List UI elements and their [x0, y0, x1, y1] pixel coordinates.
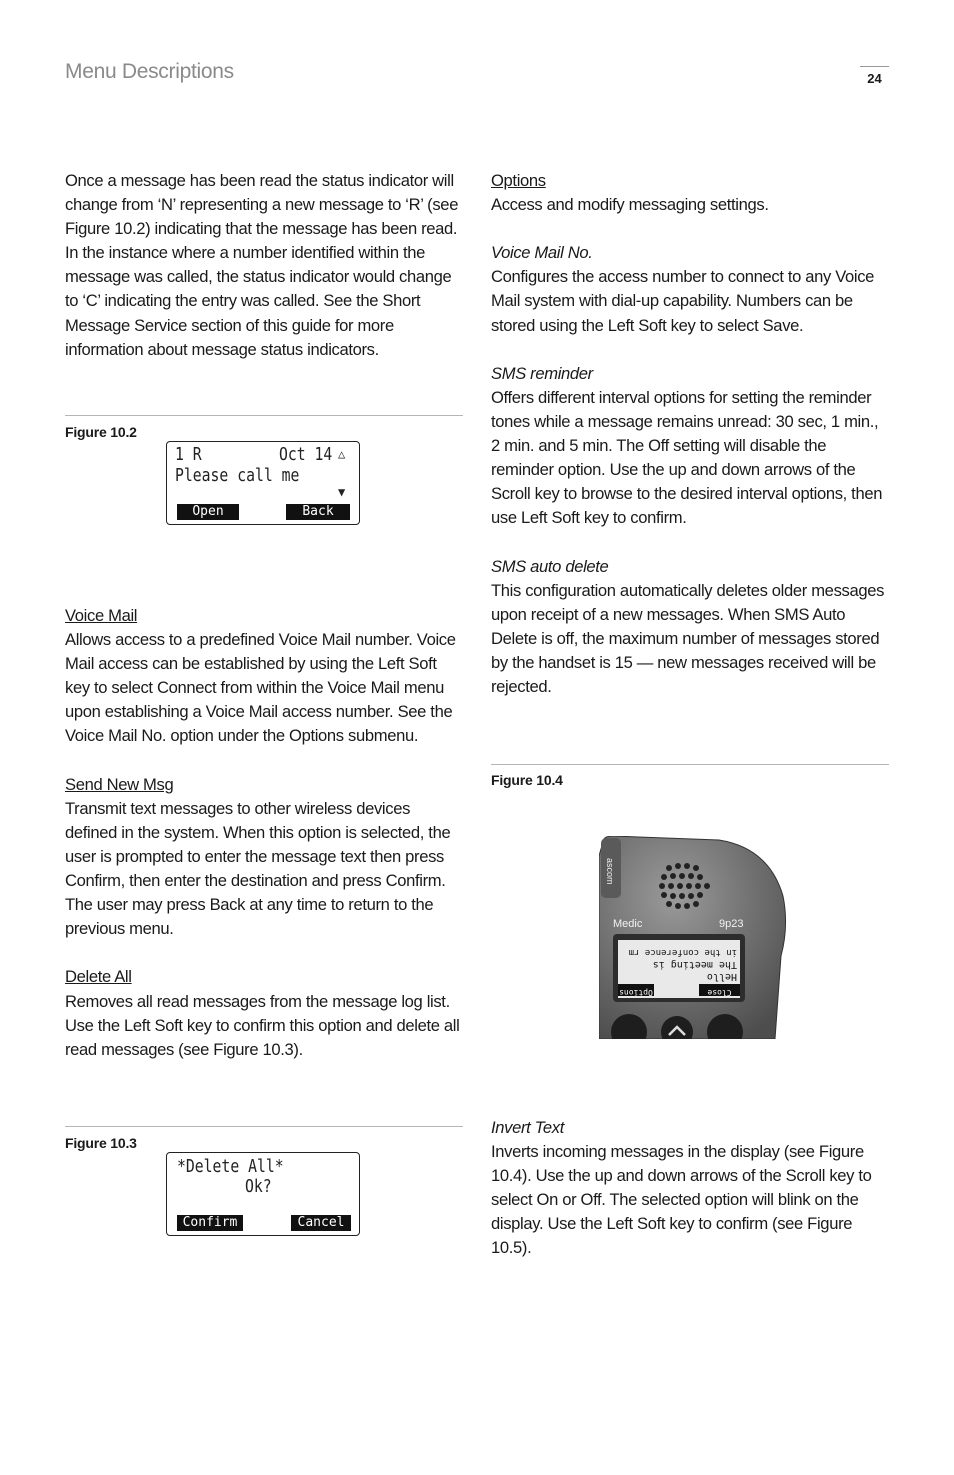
figure-10-2-label: Figure 10.2	[65, 424, 137, 440]
phone-screen-line3: in the conference rm	[628, 947, 737, 957]
inverted-screen	[618, 940, 740, 998]
options-heading: Options	[491, 171, 546, 190]
figure-10-2-display	[166, 441, 360, 525]
softkey-cancel: Cancel	[291, 1215, 351, 1231]
options-body: Access and modify messaging settings.	[491, 195, 769, 215]
scroll-up-icon: △	[338, 447, 346, 461]
phone-screen-line2: The meeting is	[652, 959, 737, 970]
figure-10-3-display	[166, 1152, 360, 1236]
phone-brand: ascom	[605, 858, 615, 885]
delete-all-body: Removes all read messages from the message log list. Use the Left Soft key to confirm this option and delete all read messages (see Figure 10.3).	[65, 991, 460, 1059]
intro-section	[65, 169, 465, 362]
delete-all-heading: Delete All	[65, 967, 132, 987]
voice-mail-no-body: Configures the access number to connect to any Voice Mail system with dial-up capability. Numbers can be stored using the Left Soft key to select Save.	[491, 267, 875, 335]
phone-softkey-close: Close	[707, 988, 732, 997]
voice-mail-heading: Voice Mail	[65, 606, 138, 625]
voice-mail-no-heading: Voice Mail No.	[491, 243, 593, 263]
sms-auto-delete-heading: SMS auto delete	[491, 556, 609, 576]
figure-10-2-rule	[65, 415, 463, 416]
figure-10-4-rule	[491, 764, 889, 765]
lcd-date: Oct 14	[279, 444, 333, 465]
send-new-msg-body: Transmit text messages to other wireless devices defined in the system. When this option is selected, the user is prompted to enter the message text then press Confirm, then enter the destination and press Confirm. The user may press Back at any time to return to the previous menu.	[65, 798, 451, 939]
lcd-status: 1 R	[175, 444, 202, 465]
page-number-rule	[860, 66, 889, 67]
sms-reminder-body: Offers different interval options for setting the reminder tones while a message remains unread: 30 sec, 1 min., 2 min. and 5 min. The Off setting will disable the reminder option. Use the up and down arrows of the Scroll key to browse to the desired interval options, then use Left Soft key to confirm.	[491, 387, 883, 528]
scroll-down-icon: ▼	[338, 485, 346, 499]
page-number: 24	[867, 71, 882, 86]
phone-model-left: Medic	[613, 918, 643, 930]
phone-illustration	[599, 836, 789, 1039]
intro-paragraph: Once a message has been read the status indicator will change from ‘N’ representing a new message to ‘R’ (see Figure 10.2) indicating that the message has been read. In the instance where a number identified within the message was called, the status indicator would change to ‘C’ indicating the entry was called. See the Short Message Service section of this guide for more information about message status indicators.	[65, 171, 459, 359]
figure-10-3-label: Figure 10.3	[65, 1135, 137, 1151]
invert-text-heading: Invert Text	[491, 1118, 565, 1137]
sms-reminder-heading: SMS reminder	[491, 363, 593, 383]
sms-auto-delete-body: This configuration automatically deletes older messages upon receipt of a new messages. When SMS Auto Delete is off, the maximum number of messages stored by the handset is 15 — new messages received will be rejected.	[491, 580, 885, 696]
figure-10-3-rule	[65, 1126, 463, 1127]
lcd-ok: Ok?	[245, 1176, 272, 1197]
figure-10-4-phone-photo	[599, 836, 789, 1039]
page-header-title: Menu Descriptions	[65, 60, 234, 83]
right-sections	[491, 169, 891, 699]
invert-text-body: Inverts incoming messages in the display (see Figure 10.4). Use the up and down arrows of the Scroll key to select On or Off. The selected option will blink on the display. Use the Left Soft key to confirm (see Figure 10.5).	[491, 1142, 872, 1258]
softkey-back: Back	[286, 504, 350, 520]
phone-model-right: 9p23	[719, 918, 744, 930]
figure-10-4-label: Figure 10.4	[491, 772, 563, 788]
lcd-message: Please call me	[175, 465, 300, 486]
voice-mail-body: Allows access to a predefined Voice Mail number. Voice Mail access can be established by using the Left Soft key to select Connect from within the Voice Mail menu upon establishing a Voice Mail access number. See the Voice Mail No. option under the Options submenu.	[65, 630, 456, 746]
left-sections	[65, 604, 465, 1062]
softkey-open: Open	[177, 504, 239, 520]
phone-softkey-options: Options	[619, 988, 653, 997]
lcd-delete-all: *Delete All*	[177, 1156, 284, 1177]
phone-screen-line1: Hello	[706, 971, 737, 982]
softkey-confirm: Confirm	[177, 1215, 243, 1231]
send-new-msg-heading: Send New Msg	[65, 774, 174, 794]
invert-text-section	[491, 1116, 891, 1261]
